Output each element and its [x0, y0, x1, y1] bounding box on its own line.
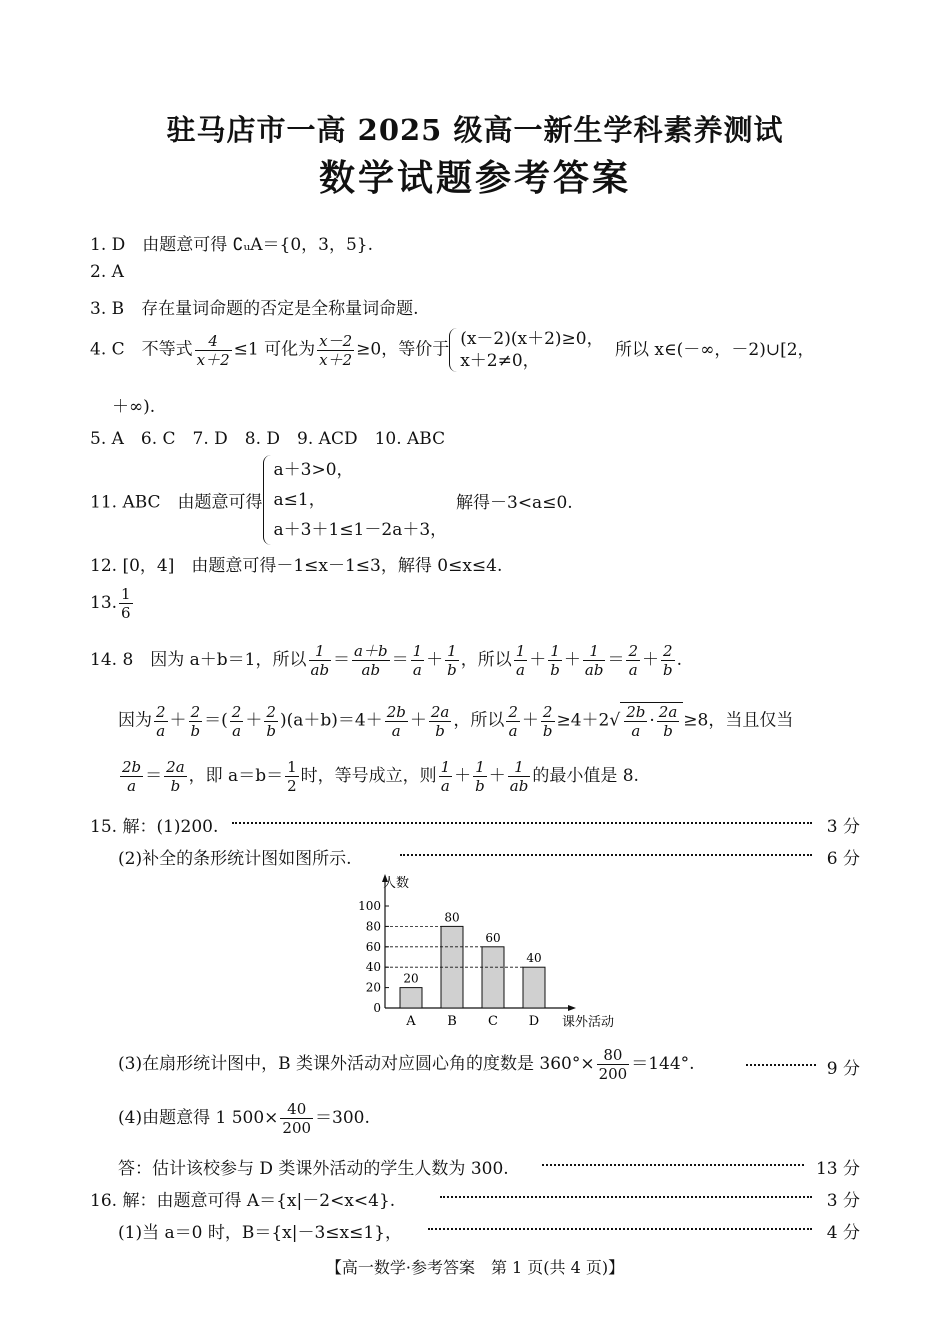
answer-15-conclusion: 答：估计该校参与 D 类课外活动的学生人数为 300.	[118, 1159, 509, 1179]
math: $\frac{2}{b}$	[190, 702, 201, 740]
y-tick-label: 100	[358, 899, 381, 913]
frac-num: 80	[597, 1046, 630, 1065]
y-tick-label: 20	[365, 980, 381, 995]
score: 3 分	[826, 1191, 860, 1211]
math: $\frac{1}{2}$	[287, 758, 297, 795]
frac-num: x－2	[319, 331, 353, 350]
answer-15-2: (2)补全的条形统计图如图所示.	[118, 849, 352, 869]
math: $\frac{1}{ab}$	[310, 642, 330, 679]
math: $\frac{1}{b}$	[550, 642, 560, 679]
answer-12: 12. [0，4] 由题意可得－1≤x－1≤3，解得 0≤x≤4.	[90, 556, 503, 576]
page-footer: 【高一数学·参考答案 第 1 页(共 4 页)】	[325, 1258, 625, 1277]
answer-2: 2. A	[90, 262, 124, 282]
answers-5-10: 5. A 6. C 7. D 8. D 9. ACD 10. ABC	[90, 429, 446, 449]
answer-15-1: 15. 解：(1)200.	[90, 817, 219, 837]
answer-14-line3: $\frac{2b}{a}$ ＝ $\frac{2a}{b}$ ，即 a＝b＝ $\frac{1}{2}$ 时，等号成立，则 $\frac{1}{a}$ ＋ $\frac{1}{b}$ ＋ $\frac{1}{ab}$ 的最小值是 8.	[122, 758, 639, 795]
score: 6 分	[826, 849, 860, 869]
frac-den: 6	[121, 604, 131, 622]
answer-1: 1. D 由题意可得 ∁ᵤA＝{0，3，5}.	[90, 235, 374, 255]
answer-13	[90, 585, 135, 622]
answer-15-3-pre: (3)在扇形统计图中，B 类课外活动对应圆心角的度数是 360°×	[118, 1054, 595, 1074]
math: $\frac{1}{ab}$	[584, 642, 604, 679]
bar	[400, 988, 422, 1008]
answer-11-system	[263, 455, 448, 545]
math: $\frac{1}{b}$	[475, 758, 485, 795]
answer-14-line2: 因为 $\frac{2}{a}$ ＋ $\frac{2}{b}$ ＝( $\frac{2}{a}$ ＋ $\frac{2}{b}$ )(a＋b)＝4＋ $\frac{2b}{a}$ ＋ $\frac{2a}{b}$ ，所以 $\frac{2}{a}$ ＋ $\frac{2}{b}$ ≥4＋2√ $\frac{2b}{a}$ · $\frac{2a}{b}$ ≥8，当且仅当	[118, 702, 794, 740]
math: $\frac{2}{a}$	[628, 642, 638, 679]
score: 9 分	[826, 1059, 860, 1079]
system-row: a≤1，	[273, 490, 326, 510]
score: 4 分	[826, 1223, 860, 1243]
y-tick-label: 80	[365, 919, 381, 934]
dot-leader	[400, 854, 812, 856]
dot-leader	[542, 1164, 804, 1166]
title-line-2: 数学试题参考答案	[318, 157, 631, 199]
frac-den: x＋2	[319, 350, 353, 369]
answer-4	[90, 328, 815, 372]
answer-14-text: 时，等号成立，则	[300, 766, 437, 786]
dot-leader	[232, 822, 812, 824]
answer-4-pre: 4. C 不等式	[90, 339, 193, 360]
math	[597, 1046, 630, 1083]
data-label: 20	[403, 971, 419, 986]
answer-4-mid1: ≤1 可化为	[233, 339, 316, 360]
answer-11-pre: 11. ABC 由题意可得	[90, 492, 263, 513]
answer-14-line1: 14. 8 因为 a＋b＝1，所以 $\frac{1}{ab}$ ＝ $\frac{a+b}{ab}$ ＝ $\frac{1}{a}$ ＋ $\frac{1}{b}$ ，所以 $\frac{1}{a}$ ＋ $\frac{1}{b}$ ＋ $\frac{1}{ab}$ ＝ $\frac{2}{a}$ ＋ $\frac{2}{b}$ .	[90, 642, 683, 679]
math: $\frac{1}{a}$	[515, 642, 526, 679]
category-label: A	[406, 1014, 416, 1029]
answer-15-3-post: ＝144°.	[631, 1054, 695, 1074]
answer-15-4-pre: (4)由题意得 1 500×	[118, 1108, 279, 1128]
answer-4-frac1	[195, 332, 232, 369]
dot-leader	[746, 1064, 816, 1066]
math: $\frac{2}{a}$	[508, 702, 518, 740]
math: $\frac{1}{b}$	[447, 642, 457, 679]
y-tick-label: 40	[365, 960, 381, 975]
bar	[523, 967, 545, 1008]
answer-13-label: 13.	[90, 593, 118, 613]
frac-num: 40	[280, 1100, 313, 1119]
category-label: C	[488, 1014, 498, 1029]
answer-13-frac	[119, 585, 133, 622]
answer-4-system	[449, 328, 603, 372]
data-label: 60	[485, 930, 501, 945]
answer-15-4	[118, 1100, 370, 1137]
answer-4-mid2: ≥0，等价于	[356, 339, 450, 360]
answer-14-text: 即 a＝b＝	[205, 766, 284, 786]
bar	[482, 947, 504, 1008]
math: $\frac{1}{a}$	[412, 642, 423, 679]
math: $\frac{1}{ab}$	[509, 758, 529, 795]
sqrt: $\frac{2b}{a}$ · $\frac{2a}{b}$	[620, 702, 683, 740]
data-label: 40	[526, 951, 542, 966]
math: $\frac{2}{b}$	[663, 642, 673, 679]
answer-15-3	[118, 1046, 695, 1083]
system-row: x＋2≠0，	[460, 351, 540, 371]
answer-3: 3. B 存在量词命题的否定是全称量词命题.	[90, 299, 419, 319]
answer-14-label: 14. 8 因为 a＋b＝1，所以	[90, 650, 307, 670]
score: 13 分	[815, 1159, 860, 1179]
system-row: (x－2)(x＋2)≥0，	[460, 329, 604, 349]
data-label: 80	[444, 910, 460, 925]
answer-14-text: 因为	[118, 710, 152, 731]
answer-4-continued: ＋∞).	[112, 397, 156, 417]
math	[280, 1100, 313, 1137]
math: $\frac{2}{a}$	[156, 702, 166, 740]
frac-num: 1	[121, 585, 131, 603]
answer-16: 16. 解：由题意可得 A＝{x|－2<x<4}.	[90, 1191, 396, 1211]
category-label: B	[447, 1014, 457, 1029]
math: $\frac{1}{a}$	[440, 758, 451, 795]
x-axis-arrow	[568, 1005, 576, 1011]
answer-14-text: 的最小值是 8.	[532, 766, 639, 786]
answer-16-1: (1)当 a＝0 时，B＝{x|－3≤x≤1}，	[118, 1223, 402, 1243]
frac-num: 4	[195, 332, 232, 351]
system-row: a＋3>0，	[273, 460, 354, 480]
answer-4-frac2	[317, 332, 354, 369]
y-tick-label: 0	[373, 1001, 381, 1015]
math: $\frac{2}{a}$	[231, 702, 242, 740]
bar-chart	[340, 870, 640, 1035]
math: $\frac{2}{b}$	[266, 702, 276, 740]
math: $\frac{a+b}{ab}$	[354, 642, 388, 679]
frac-den: 200	[598, 1065, 628, 1083]
dot-leader	[428, 1228, 812, 1230]
frac-den: 200	[282, 1119, 312, 1137]
math: $\frac{2a}{b}$	[430, 702, 450, 740]
frac-den: x＋2	[196, 350, 230, 369]
math: $\frac{2b}{a}$	[122, 758, 142, 795]
math: $\frac{2b}{a}$	[386, 702, 406, 740]
answer-4-post: 所以 x∈(－∞，－2)∪[2，	[615, 339, 815, 360]
answer-15-4-post: ＝300.	[315, 1108, 370, 1128]
x-axis-label: 课外活动	[562, 1015, 615, 1030]
answer-11-post: 解得－3<a≤0.	[456, 493, 573, 513]
dot-leader	[440, 1196, 812, 1198]
score: 3 分	[826, 817, 860, 837]
answer-11	[90, 455, 447, 545]
y-axis-label: 人数	[383, 876, 410, 891]
category-label: D	[528, 1014, 540, 1029]
math: $\frac{2}{b}$	[542, 702, 553, 740]
math: $\frac{2a}{b}$	[166, 758, 185, 795]
system-row: a＋3＋1≤1－2a＋3，	[273, 520, 448, 540]
y-tick-label: 60	[365, 939, 381, 954]
title-line-1: 驻马店市一高 2025 级高一新生学科素养测试	[166, 113, 784, 147]
